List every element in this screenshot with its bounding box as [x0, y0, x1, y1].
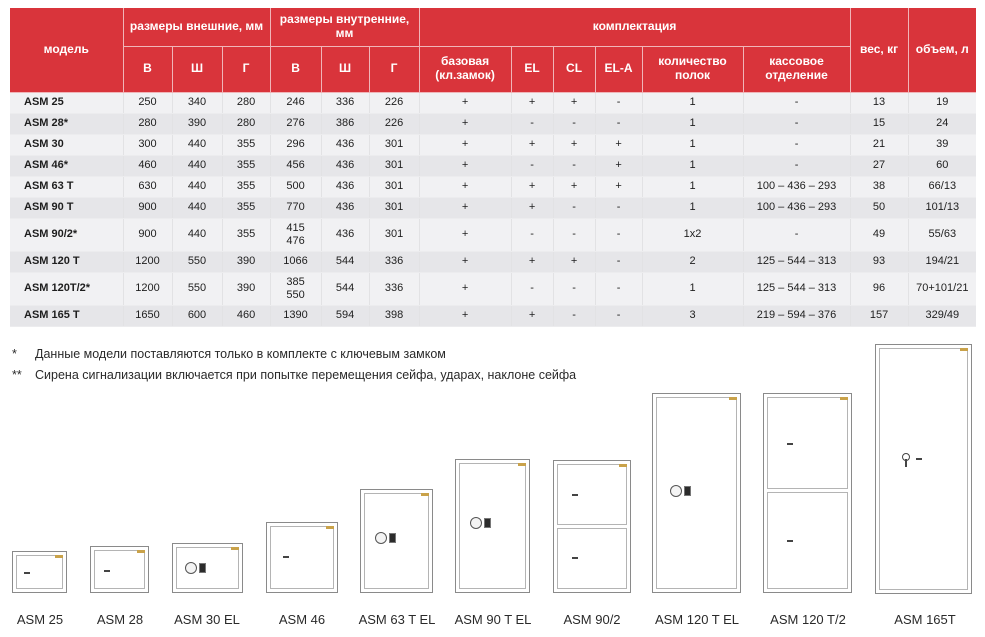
header-ela: EL-A: [595, 46, 642, 92]
cell-ext-h: 280: [123, 113, 172, 134]
cell-ext-d: 390: [222, 251, 270, 272]
cell-ext-w: 600: [172, 305, 222, 326]
header-model: модель: [10, 8, 123, 92]
cell-int-d: 301: [369, 176, 419, 197]
cell-ext-d: 355: [222, 155, 270, 176]
safe-drawing-asm-165t: [875, 344, 972, 594]
cell-weight: 96: [850, 272, 908, 305]
brand-logo-icon: [840, 397, 848, 400]
cell-model: ASM 90/2*: [10, 218, 123, 251]
cell-ext-w: 440: [172, 218, 222, 251]
cell-basic: +: [419, 92, 511, 113]
cell-volume: 39: [908, 134, 976, 155]
cell-model: ASM 90 T: [10, 197, 123, 218]
table-row: [10, 176, 976, 197]
cell-ext-h: 630: [123, 176, 172, 197]
cell-ext-w: 340: [172, 92, 222, 113]
cell-el: -: [511, 155, 553, 176]
cell-volume: 194/21: [908, 251, 976, 272]
safe-door: [656, 397, 737, 589]
header-int-depth: Г: [369, 46, 419, 92]
cell-volume: 24: [908, 113, 976, 134]
table-row: [10, 305, 976, 326]
cell-int-h: [270, 272, 321, 305]
cell-basic: +: [419, 251, 511, 272]
cell-int-h: 770: [270, 197, 321, 218]
header-external-dims: размеры внешние, мм: [123, 8, 270, 46]
safe-lower-door: [557, 528, 627, 589]
cell-ext-w: 440: [172, 176, 222, 197]
cell-volume: 19: [908, 92, 976, 113]
cell-model: ASM 28*: [10, 113, 123, 134]
cell-weight: 13: [850, 92, 908, 113]
cell-int-h-line: 385: [286, 276, 305, 289]
door-handle-icon: [24, 572, 30, 574]
cell-cash: 100 – 436 – 293: [743, 176, 850, 197]
cell-int-h: 456: [270, 155, 321, 176]
cell-cl: +: [553, 251, 595, 272]
cell-int-h-line: 476: [286, 234, 305, 247]
cell-shelves: 1: [642, 272, 743, 305]
cell-ext-h: 1200: [123, 251, 172, 272]
cell-weight: 21: [850, 134, 908, 155]
cell-int-w: 544: [321, 272, 369, 305]
safe-upper-door: [767, 397, 848, 489]
cell-cash: -: [743, 113, 850, 134]
cell-cl: -: [553, 197, 595, 218]
cell-cash: -: [743, 134, 850, 155]
safe-label: ASM 28: [96, 612, 144, 627]
cell-int-h-line: 550: [286, 288, 305, 301]
cell-cash: 125 – 544 – 313: [743, 272, 850, 305]
cell-int-w: 436: [321, 155, 369, 176]
cell-int-d: 398: [369, 305, 419, 326]
cell-ext-h: 1200: [123, 272, 172, 305]
cell-volume: 60: [908, 155, 976, 176]
cell-el: -: [511, 218, 553, 251]
footnote-mark: **: [12, 368, 22, 382]
cell-int-d: 301: [369, 197, 419, 218]
cell-ext-w: 440: [172, 155, 222, 176]
cell-int-d: 301: [369, 134, 419, 155]
cell-model: ASM 46*: [10, 155, 123, 176]
safe-label: ASM 25: [16, 612, 64, 627]
brand-logo-icon: [729, 397, 737, 400]
cell-ext-d: 280: [222, 113, 270, 134]
safe-door: [94, 550, 145, 589]
cell-ela: -: [595, 197, 642, 218]
header-int-height: В: [270, 46, 321, 92]
cell-weight: 15: [850, 113, 908, 134]
cell-int-d: 336: [369, 272, 419, 305]
brand-logo-icon: [55, 555, 63, 558]
cell-int-h: [270, 218, 321, 251]
cell-ext-d: 390: [222, 272, 270, 305]
cell-ela: +: [595, 155, 642, 176]
electronic-lock-icon: [470, 517, 492, 529]
brand-logo-icon: [326, 526, 334, 529]
cell-el: +: [511, 134, 553, 155]
cell-int-h: 246: [270, 92, 321, 113]
footnote-siren: [12, 368, 576, 382]
cell-ela: -: [595, 113, 642, 134]
cell-cash: -: [743, 218, 850, 251]
safe-drawing-asm-63-t-el: [360, 489, 433, 593]
safe-lower-door: [767, 492, 848, 589]
brand-logo-icon: [137, 550, 145, 553]
safe-label: ASM 120 T/2: [770, 612, 846, 627]
spec-table-body: [10, 92, 976, 326]
electronic-lock-icon: [185, 562, 207, 574]
brand-logo-icon: [231, 547, 239, 550]
cell-int-d: 226: [369, 92, 419, 113]
header-int-width: Ш: [321, 46, 369, 92]
cell-ext-d: 355: [222, 197, 270, 218]
safe-label: ASM 63 T EL: [358, 612, 436, 627]
header-ext-width: Ш: [172, 46, 222, 92]
safe-drawing-asm-120-t-el: [652, 393, 741, 593]
table-row: [10, 251, 976, 272]
safe-label: ASM 120 T EL: [654, 612, 740, 627]
brand-logo-icon: [421, 493, 429, 496]
cell-basic: +: [419, 197, 511, 218]
door-handle-icon: [916, 458, 922, 460]
cell-ela: -: [595, 92, 642, 113]
cell-model: ASM 165 T: [10, 305, 123, 326]
safe-drawing-asm-90-t-el: [455, 459, 530, 593]
cell-int-d: 336: [369, 251, 419, 272]
safe-drawing-asm-28: [90, 546, 149, 593]
cell-int-h: 296: [270, 134, 321, 155]
cell-model: ASM 63 T: [10, 176, 123, 197]
cell-volume: 329/49: [908, 305, 976, 326]
safe-drawing-asm-30-el: [172, 543, 243, 593]
door-handle-icon: [787, 540, 793, 542]
cell-volume: 66/13: [908, 176, 976, 197]
cell-basic: +: [419, 134, 511, 155]
cell-shelves: 1: [642, 197, 743, 218]
cell-ext-d: 280: [222, 92, 270, 113]
brand-logo-icon: [960, 348, 968, 351]
cell-cl: -: [553, 155, 595, 176]
cell-ext-h: 300: [123, 134, 172, 155]
footnote-text: Данные модели поставляются только в комплекте с ключевым замком: [35, 347, 446, 361]
cell-weight: 38: [850, 176, 908, 197]
header-volume: объем, л: [908, 8, 976, 92]
safe-label: ASM 165T: [894, 612, 956, 627]
cell-volume: 70+101/21: [908, 272, 976, 305]
safe-label: ASM 90 T EL: [454, 612, 532, 627]
electronic-lock-icon: [375, 532, 397, 544]
cell-shelves: 1x2: [642, 218, 743, 251]
cell-ext-h: 460: [123, 155, 172, 176]
cell-ext-h: 1650: [123, 305, 172, 326]
cell-shelves: 3: [642, 305, 743, 326]
table-row: [10, 218, 976, 251]
cell-ela: -: [595, 272, 642, 305]
header-equipment: комплектация: [419, 8, 850, 46]
electronic-lock-icon: [670, 485, 692, 497]
cell-cash: -: [743, 92, 850, 113]
cell-ela: -: [595, 251, 642, 272]
cell-cash: 100 – 436 – 293: [743, 197, 850, 218]
cell-cl: +: [553, 176, 595, 197]
cell-ext-d: 355: [222, 218, 270, 251]
safe-label: ASM 46: [278, 612, 326, 627]
cell-model: ASM 120T/2*: [10, 272, 123, 305]
table-row: [10, 197, 976, 218]
safe-label: ASM 90/2: [563, 612, 621, 627]
cell-int-w: 436: [321, 176, 369, 197]
header-shelves: количество полок: [642, 46, 743, 92]
table-row: [10, 272, 976, 305]
table-row: [10, 92, 976, 113]
cell-basic: +: [419, 272, 511, 305]
cell-basic: +: [419, 155, 511, 176]
keyhole-icon: [902, 453, 910, 467]
cell-ext-w: 440: [172, 197, 222, 218]
cell-ext-h: 900: [123, 197, 172, 218]
cell-int-w: 436: [321, 218, 369, 251]
cell-shelves: 1: [642, 92, 743, 113]
cell-ela: +: [595, 176, 642, 197]
cell-cl: -: [553, 218, 595, 251]
cell-basic: +: [419, 218, 511, 251]
table-row: [10, 113, 976, 134]
cell-int-d: 301: [369, 218, 419, 251]
cell-cl: -: [553, 113, 595, 134]
cell-cash: 219 – 594 – 376: [743, 305, 850, 326]
cell-volume: 55/63: [908, 218, 976, 251]
brand-logo-icon: [619, 464, 627, 467]
cell-el: -: [511, 272, 553, 305]
cell-ext-h: 250: [123, 92, 172, 113]
cell-ext-h: 900: [123, 218, 172, 251]
cell-ela: -: [595, 218, 642, 251]
cell-cl: +: [553, 92, 595, 113]
cell-int-w: 594: [321, 305, 369, 326]
footnote-mark: *: [12, 347, 17, 361]
header-internal-dims: размеры внутренние, мм: [270, 8, 419, 46]
cell-int-h: 1066: [270, 251, 321, 272]
cell-el: +: [511, 305, 553, 326]
door-handle-icon: [283, 556, 289, 558]
cell-el: +: [511, 197, 553, 218]
table-row: [10, 134, 976, 155]
cell-shelves: 1: [642, 176, 743, 197]
cell-weight: 93: [850, 251, 908, 272]
safe-door: [879, 348, 968, 590]
safe-drawing-asm-46: [266, 522, 338, 593]
safe-drawing-asm-90-2: [553, 460, 631, 593]
cell-int-w: 436: [321, 197, 369, 218]
cell-weight: 50: [850, 197, 908, 218]
cell-ela: +: [595, 134, 642, 155]
cell-ext-w: 550: [172, 272, 222, 305]
safe-door: [270, 526, 334, 589]
cell-el: -: [511, 113, 553, 134]
brand-logo-icon: [518, 463, 526, 466]
header-cash-compartment: кассовое отделение: [743, 46, 850, 92]
cell-model: ASM 25: [10, 92, 123, 113]
footnote-text: Сирена сигнализации включается при попытке перемещения сейфа, ударах, наклоне сейфа: [35, 368, 577, 382]
cell-basic: +: [419, 305, 511, 326]
cell-ext-w: 440: [172, 134, 222, 155]
cell-int-w: 336: [321, 92, 369, 113]
cell-ext-w: 390: [172, 113, 222, 134]
cell-weight: 49: [850, 218, 908, 251]
header-ext-height: В: [123, 46, 172, 92]
cell-ext-d: 460: [222, 305, 270, 326]
door-handle-icon: [572, 557, 578, 559]
cell-el: +: [511, 92, 553, 113]
header-cl: CL: [553, 46, 595, 92]
header-weight: вес, кг: [850, 8, 908, 92]
cell-el: +: [511, 176, 553, 197]
cell-cl: +: [553, 134, 595, 155]
cell-model: ASM 120 T: [10, 251, 123, 272]
safe-upper-door: [557, 464, 627, 525]
cell-int-w: 544: [321, 251, 369, 272]
table-row: [10, 155, 976, 176]
cell-int-h: 500: [270, 176, 321, 197]
cell-cash: -: [743, 155, 850, 176]
door-handle-icon: [104, 570, 110, 572]
cell-shelves: 1: [642, 155, 743, 176]
cell-weight: 27: [850, 155, 908, 176]
cell-ext-d: 355: [222, 176, 270, 197]
cell-int-w: 386: [321, 113, 369, 134]
header-el: EL: [511, 46, 553, 92]
cell-basic: +: [419, 176, 511, 197]
safe-drawing-asm-120-t-2: [763, 393, 852, 593]
header-basic-lock: базовая (кл.замок): [419, 46, 511, 92]
footnote-key-lock: [12, 347, 446, 361]
cell-shelves: 1: [642, 134, 743, 155]
cell-int-h: 1390: [270, 305, 321, 326]
cell-cl: -: [553, 305, 595, 326]
cell-ela: -: [595, 305, 642, 326]
cell-cl: -: [553, 272, 595, 305]
cell-shelves: 1: [642, 113, 743, 134]
cell-volume: 101/13: [908, 197, 976, 218]
cell-int-w: 436: [321, 134, 369, 155]
cell-ext-d: 355: [222, 134, 270, 155]
cell-int-d: 226: [369, 113, 419, 134]
door-handle-icon: [572, 494, 578, 496]
safe-label: ASM 30 EL: [174, 612, 240, 627]
cell-cash: 125 – 544 – 313: [743, 251, 850, 272]
cell-int-h-line: 415: [286, 222, 305, 235]
cell-model: ASM 30: [10, 134, 123, 155]
spec-table: [10, 8, 976, 327]
safe-drawing-asm-25: [12, 551, 67, 593]
cell-ext-w: 550: [172, 251, 222, 272]
door-handle-icon: [787, 443, 793, 445]
cell-shelves: 2: [642, 251, 743, 272]
cell-weight: 157: [850, 305, 908, 326]
cell-int-h: 276: [270, 113, 321, 134]
cell-el: +: [511, 251, 553, 272]
header-ext-depth: Г: [222, 46, 270, 92]
cell-basic: +: [419, 113, 511, 134]
cell-int-d: 301: [369, 155, 419, 176]
